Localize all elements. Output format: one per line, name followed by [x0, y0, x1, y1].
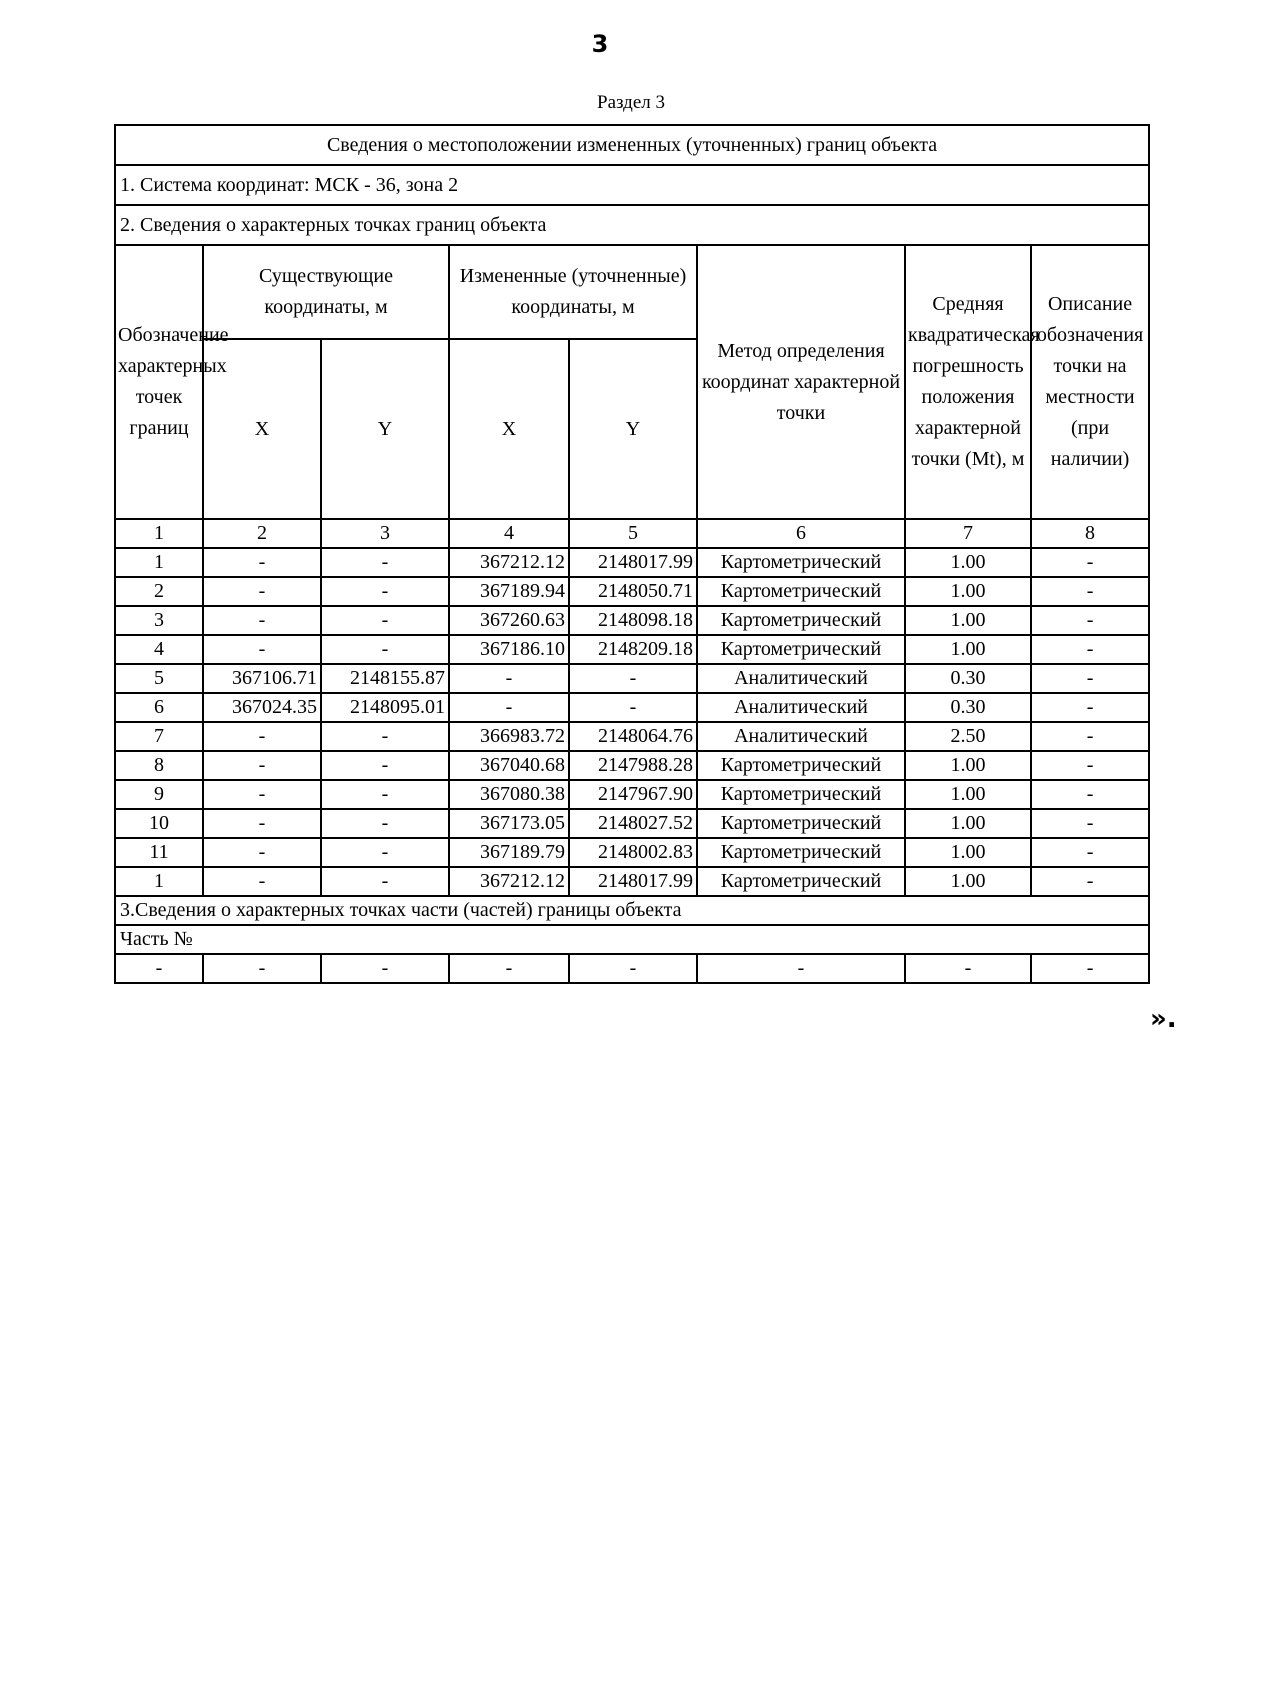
- cell-changed-x: 367189.94: [449, 577, 569, 606]
- cell-changed-y: 2148064.76: [569, 722, 697, 751]
- cell-description: -: [1031, 867, 1149, 896]
- header-method: Метод определения координат характерной точки: [697, 245, 905, 519]
- cell-method: Картометрический: [697, 809, 905, 838]
- cell-method: Картометрический: [697, 751, 905, 780]
- cell-changed-x: -: [449, 664, 569, 693]
- cell-description: -: [1031, 635, 1149, 664]
- cell-method: Картометрический: [697, 780, 905, 809]
- cell-changed-y: 2148209.18: [569, 635, 697, 664]
- cell-existing-x: -: [203, 577, 321, 606]
- parts-cell: -: [1031, 954, 1149, 983]
- cell-changed-y: 2148098.18: [569, 606, 697, 635]
- cell-existing-y: -: [321, 577, 449, 606]
- cell-existing-x: -: [203, 751, 321, 780]
- cell-method: Картометрический: [697, 606, 905, 635]
- cell-point-number: 11: [115, 838, 203, 867]
- cell-changed-y: 2147988.28: [569, 751, 697, 780]
- table-title: Сведения о местоположении измененных (уточненных) границ объекта: [115, 125, 1149, 165]
- table-row: [115, 693, 1149, 722]
- column-number: 8: [1031, 519, 1149, 548]
- column-number: 5: [569, 519, 697, 548]
- cell-method: Аналитический: [697, 722, 905, 751]
- cell-changed-y: -: [569, 664, 697, 693]
- cell-existing-y: -: [321, 635, 449, 664]
- part-number-label: Часть №: [115, 925, 1149, 954]
- cell-changed-x: -: [449, 693, 569, 722]
- header-designation: Обозначение характерных точек границ: [115, 245, 203, 519]
- parts-cell: -: [321, 954, 449, 983]
- cell-point-number: 8: [115, 751, 203, 780]
- cell-description: -: [1031, 751, 1149, 780]
- cell-point-number: 1: [115, 867, 203, 896]
- cell-existing-x: -: [203, 548, 321, 577]
- cell-existing-x: 367024.35: [203, 693, 321, 722]
- cell-method: Картометрический: [697, 577, 905, 606]
- cell-mean-error: 1.00: [905, 606, 1031, 635]
- cell-mean-error: 1.00: [905, 780, 1031, 809]
- cell-mean-error: 1.00: [905, 751, 1031, 780]
- cell-existing-x: -: [203, 867, 321, 896]
- cell-method: Картометрический: [697, 635, 905, 664]
- cell-existing-y: -: [321, 722, 449, 751]
- table-row: [115, 577, 1149, 606]
- cell-changed-y: 2148002.83: [569, 838, 697, 867]
- table-row: [115, 838, 1149, 867]
- table-row: [115, 548, 1149, 577]
- parts-cell: -: [203, 954, 321, 983]
- table-row: [115, 751, 1149, 780]
- cell-mean-error: 2.50: [905, 722, 1031, 751]
- cell-existing-y: -: [321, 606, 449, 635]
- cell-description: -: [1031, 664, 1149, 693]
- cell-existing-x: -: [203, 722, 321, 751]
- header-mean-error: Средняя квадратическая погрешность положения характерной точки (Mt), м: [905, 245, 1031, 519]
- cell-existing-y: -: [321, 780, 449, 809]
- cell-changed-y: 2147967.90: [569, 780, 697, 809]
- cell-existing-y: 2148095.01: [321, 693, 449, 722]
- header-description: Описание обозначения точки на местности (при наличии): [1031, 245, 1149, 519]
- column-number: 2: [203, 519, 321, 548]
- table-row: [115, 722, 1149, 751]
- cell-changed-x: 367260.63: [449, 606, 569, 635]
- cell-method: Картометрический: [697, 548, 905, 577]
- table-row: [115, 664, 1149, 693]
- column-number: 1: [115, 519, 203, 548]
- cell-changed-y: 2148050.71: [569, 577, 697, 606]
- cell-mean-error: 1.00: [905, 809, 1031, 838]
- cell-existing-y: -: [321, 867, 449, 896]
- cell-point-number: 3: [115, 606, 203, 635]
- cell-changed-x: 367080.38: [449, 780, 569, 809]
- cell-mean-error: 1.00: [905, 577, 1031, 606]
- cell-method: Аналитический: [697, 693, 905, 722]
- closing-quote-mark: ».: [1150, 1004, 1177, 1034]
- cell-existing-x: 367106.71: [203, 664, 321, 693]
- parts-cell: -: [569, 954, 697, 983]
- column-number: 4: [449, 519, 569, 548]
- column-number: 7: [905, 519, 1031, 548]
- cell-point-number: 4: [115, 635, 203, 664]
- column-number: 6: [697, 519, 905, 548]
- cell-existing-y: -: [321, 809, 449, 838]
- cell-point-number: 1: [115, 548, 203, 577]
- header-changed-coordinates: Измененные (уточненные) координаты, м: [449, 245, 697, 339]
- cell-description: -: [1031, 809, 1149, 838]
- cell-changed-x: 367173.05: [449, 809, 569, 838]
- section-label: Раздел 3: [597, 92, 665, 113]
- cell-existing-x: -: [203, 635, 321, 664]
- table-row: [115, 635, 1149, 664]
- cell-description: -: [1031, 606, 1149, 635]
- parts-cell: -: [697, 954, 905, 983]
- coordinate-system: 1. Система координат: МСК - 36, зона 2: [115, 165, 1149, 205]
- header-changed-y: Y: [569, 339, 697, 519]
- cell-description: -: [1031, 577, 1149, 606]
- cell-existing-y: 2148155.87: [321, 664, 449, 693]
- points-heading: 2. Сведения о характерных точках границ объекта: [115, 205, 1149, 245]
- cell-method: Аналитический: [697, 664, 905, 693]
- page-number: 3: [591, 30, 609, 58]
- header-existing-y: Y: [321, 339, 449, 519]
- cell-changed-y: 2148027.52: [569, 809, 697, 838]
- cell-mean-error: 0.30: [905, 693, 1031, 722]
- cell-existing-x: -: [203, 809, 321, 838]
- cell-existing-y: -: [321, 838, 449, 867]
- header-changed-x: X: [449, 339, 569, 519]
- cell-method: Картометрический: [697, 867, 905, 896]
- cell-method: Картометрический: [697, 838, 905, 867]
- table-row: [115, 867, 1149, 896]
- column-number: 3: [321, 519, 449, 548]
- cell-changed-x: 367212.12: [449, 867, 569, 896]
- cell-mean-error: 1.00: [905, 838, 1031, 867]
- cell-point-number: 9: [115, 780, 203, 809]
- cell-point-number: 7: [115, 722, 203, 751]
- cell-mean-error: 1.00: [905, 867, 1031, 896]
- cell-changed-x: 366983.72: [449, 722, 569, 751]
- cell-point-number: 10: [115, 809, 203, 838]
- boundary-coordinates-table: [114, 124, 1150, 984]
- parts-heading: 3.Сведения о характерных точках части (частей) границы объекта: [115, 896, 1149, 925]
- cell-point-number: 6: [115, 693, 203, 722]
- cell-point-number: 2: [115, 577, 203, 606]
- cell-mean-error: 1.00: [905, 548, 1031, 577]
- column-numbers-row: [115, 519, 1149, 548]
- parts-cell: -: [905, 954, 1031, 983]
- cell-existing-x: -: [203, 838, 321, 867]
- cell-existing-y: -: [321, 548, 449, 577]
- header-existing-x: X: [203, 339, 321, 519]
- parts-cell: -: [449, 954, 569, 983]
- cell-description: -: [1031, 548, 1149, 577]
- cell-changed-x: 367186.10: [449, 635, 569, 664]
- cell-mean-error: 1.00: [905, 635, 1031, 664]
- cell-description: -: [1031, 693, 1149, 722]
- cell-existing-x: -: [203, 606, 321, 635]
- cell-point-number: 5: [115, 664, 203, 693]
- cell-description: -: [1031, 722, 1149, 751]
- cell-changed-y: 2148017.99: [569, 867, 697, 896]
- cell-changed-x: 367040.68: [449, 751, 569, 780]
- table-row: [115, 606, 1149, 635]
- cell-existing-x: -: [203, 780, 321, 809]
- cell-description: -: [1031, 780, 1149, 809]
- header-existing-coordinates: Существующие координаты, м: [203, 245, 449, 339]
- cell-description: -: [1031, 838, 1149, 867]
- table-row: [115, 780, 1149, 809]
- parts-row: [115, 954, 1149, 983]
- cell-changed-y: -: [569, 693, 697, 722]
- table-row: [115, 809, 1149, 838]
- cell-changed-x: 367189.79: [449, 838, 569, 867]
- parts-cell: -: [115, 954, 203, 983]
- cell-changed-x: 367212.12: [449, 548, 569, 577]
- cell-existing-y: -: [321, 751, 449, 780]
- cell-changed-y: 2148017.99: [569, 548, 697, 577]
- cell-mean-error: 0.30: [905, 664, 1031, 693]
